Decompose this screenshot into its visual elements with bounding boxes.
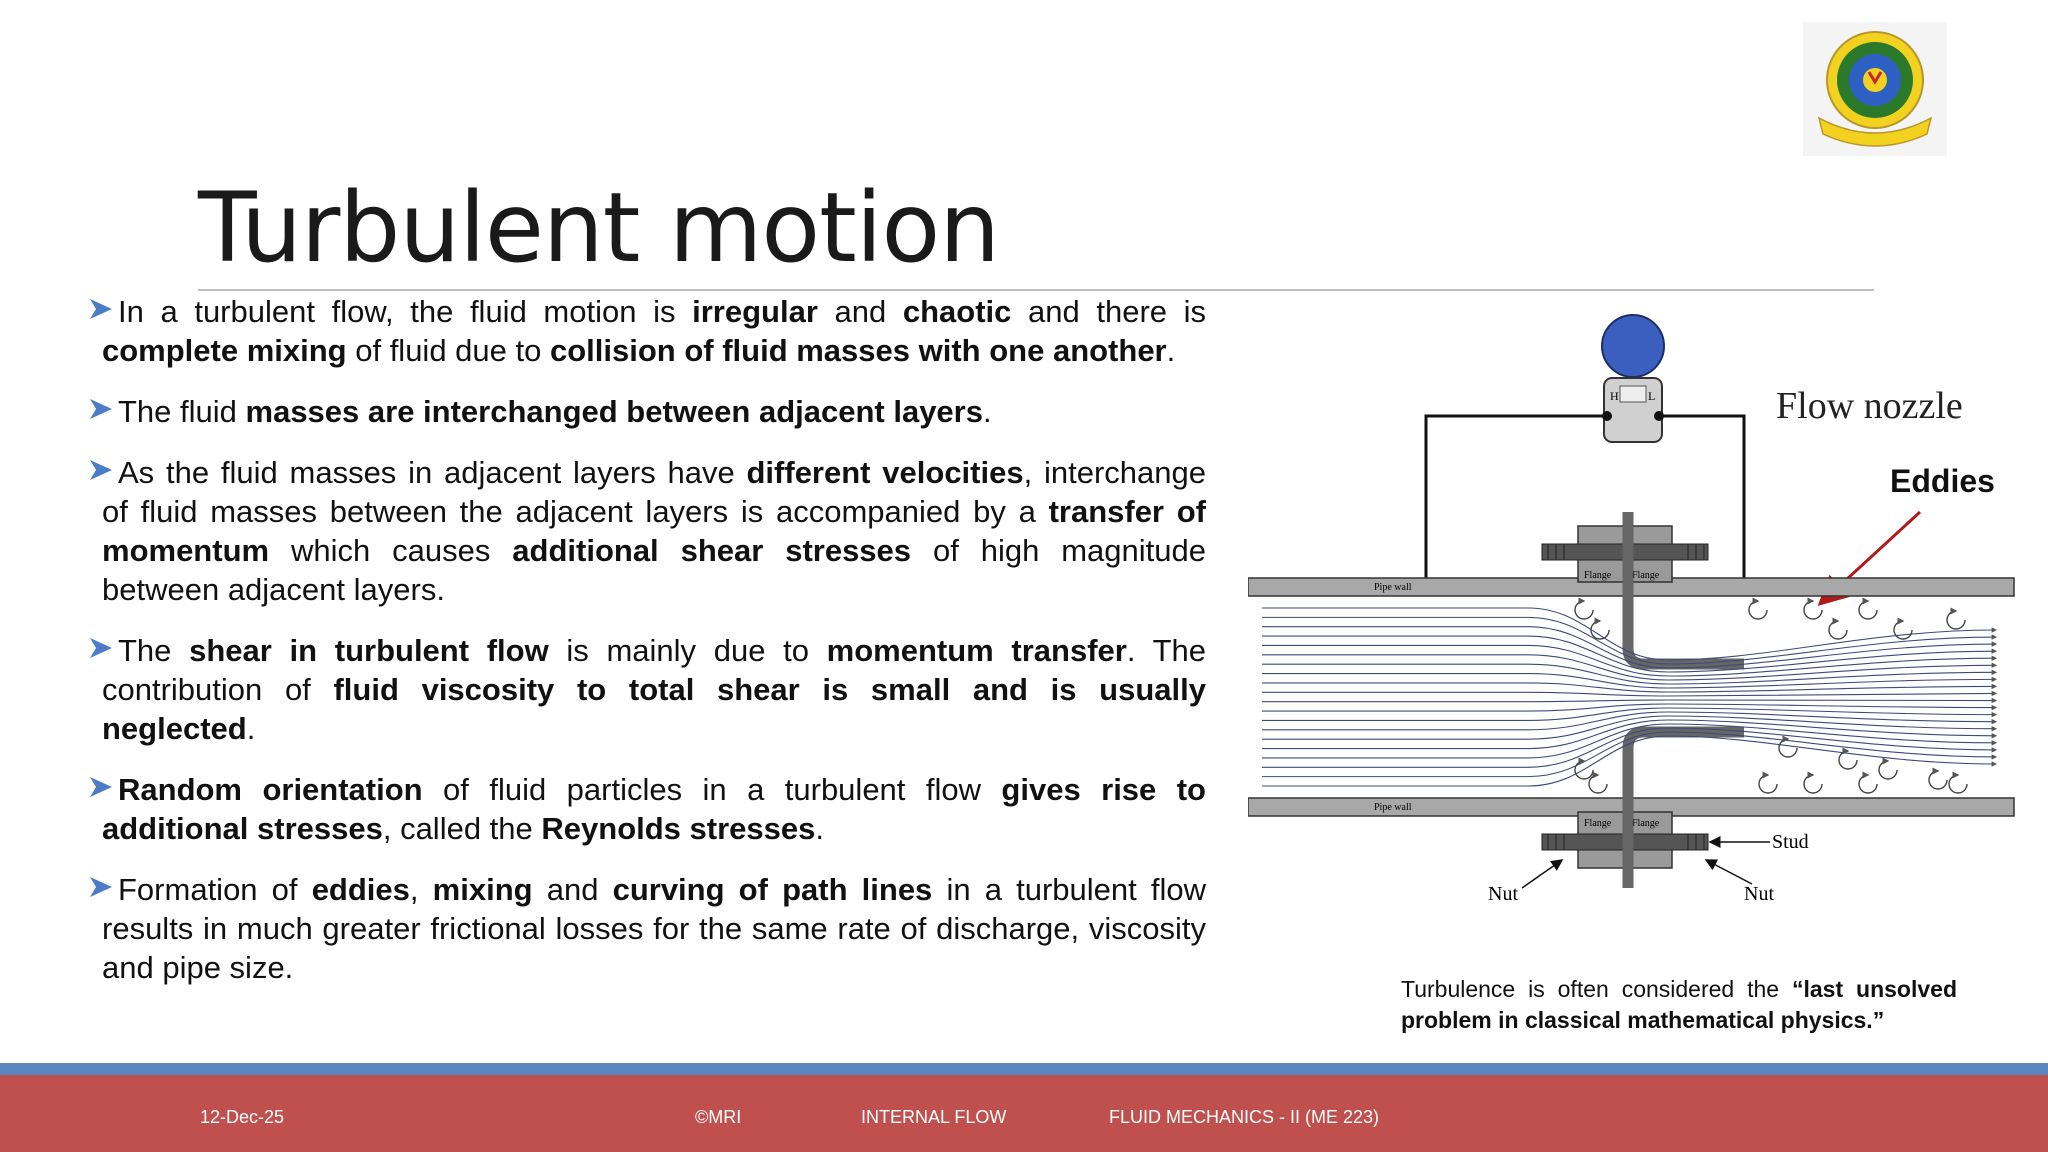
bullet-arrow-icon (88, 635, 114, 661)
nut-label-left: Nut (1488, 883, 1518, 905)
bullet-plain-text: in a turbulent flow results in much greater frictional losses for the same rate of discharge, viscosity and pipe size. (102, 872, 1207, 985)
bullet-bold-text: Random orientation (118, 772, 423, 807)
institute-emblem-icon (1803, 22, 1947, 156)
bullet-plain-text: and (532, 872, 613, 907)
eddy-swirl (1894, 621, 1912, 639)
bullet-plain-text: of fluid due to (346, 333, 550, 368)
bullet-bold-text: complete mixing (102, 333, 347, 368)
bullet-bold-text: gives rise to additional stresses (102, 772, 1206, 846)
bullet-list (88, 292, 1206, 987)
footer-date: 12-Dec-25 (200, 1107, 285, 1127)
bullet-plain-text: of high magnitude between adjacent layers. (102, 533, 1206, 607)
bullet-bold-text: mixing (432, 872, 533, 907)
bullet-item (88, 870, 1206, 987)
bullet-plain-text: , interchange of fluid masses between the adjacent layers is accompanied by a (102, 455, 1207, 529)
figure-title: Flow nozzle (1776, 385, 1963, 427)
caption-bold: “last unsolved problem in classical mathematical physics.” (1401, 976, 1957, 1033)
pressure-gauge-icon (1602, 315, 1664, 377)
eddy-swirl (1829, 621, 1847, 639)
bullet-plain-text: is mainly due to (548, 633, 827, 668)
streamline (1262, 692, 1996, 696)
eddy-swirl (1804, 601, 1822, 619)
bullet-plain-text: In a turbulent flow, the fluid motion is (118, 294, 693, 329)
bullet-text (102, 292, 1206, 370)
bullet-arrow-icon (88, 874, 114, 900)
bullet-text (102, 770, 1206, 848)
bullet-item (88, 631, 1206, 748)
bullet-plain-text: The (118, 633, 190, 668)
bullet-bold-text: fluid viscosity to total shear is small and is usually neglected (102, 672, 1206, 746)
eddies (1575, 601, 1967, 793)
bullet-plain-text: , called the (382, 811, 542, 846)
gauge-h-label: H (1610, 389, 1619, 403)
bullet-plain-text: , (409, 872, 433, 907)
slide-title: Turbulent motion (198, 172, 1000, 284)
bullet-bold-text: irregular (692, 294, 818, 329)
bullet-arrow-icon (88, 457, 114, 483)
eddy-swirl (1859, 601, 1877, 619)
bullet-plain-text: and (817, 294, 903, 329)
flange-label-top-right: Flange (1632, 570, 1660, 581)
eddy-swirl (1759, 775, 1777, 793)
nut-label-right: Nut (1744, 883, 1774, 905)
bullet-bold-text: transfer of momentum (102, 494, 1206, 568)
bullet-text (102, 392, 1206, 431)
bullet-bold-text: collision of fluid masses with one another (549, 333, 1167, 368)
bullet-bold-text: different velocities (746, 455, 1024, 490)
footer-copyright: ©MRI (695, 1107, 742, 1127)
bullet-plain-text: of fluid particles in a turbulent flow (422, 772, 1002, 807)
bullet-bold-text: Reynolds stresses (541, 811, 816, 846)
bullet-bold-text: curving of path lines (612, 872, 933, 907)
bullet-arrow-icon (88, 396, 114, 422)
streamline (1262, 700, 1996, 702)
bullet-item (88, 392, 1206, 431)
eddy-swirl (1804, 775, 1822, 793)
bullet-item (88, 770, 1206, 848)
eddy-swirl (1591, 621, 1609, 639)
footer-topic: INTERNAL FLOW (861, 1107, 1007, 1127)
title-divider (198, 289, 1874, 291)
eddy-swirl (1949, 775, 1967, 793)
eddies-label: Eddies (1890, 463, 1995, 499)
bullet-plain-text: As the fluid masses in adjacent layers have (118, 455, 747, 490)
bullet-plain-text: . (982, 394, 992, 429)
bullet-item (88, 292, 1206, 370)
pipe-wall-top-label: Pipe wall (1374, 582, 1412, 593)
flange-label-bottom-right: Flange (1632, 818, 1660, 829)
bullet-plain-text: . The contribution of (102, 633, 1207, 707)
bullet-text (102, 870, 1206, 987)
bullet-arrow-icon (88, 774, 114, 800)
bullet-plain-text: . (815, 811, 824, 846)
bullet-bold-text: chaotic (902, 294, 1012, 329)
stud-label: Stud (1772, 831, 1809, 853)
streamline (1262, 683, 1996, 692)
eddy-swirl (1947, 611, 1965, 629)
footer-bar (0, 1075, 2048, 1152)
bullet-item (88, 453, 1206, 609)
eddy-swirl (1575, 601, 1593, 619)
bullet-bold-text: eddies (311, 872, 410, 907)
eddy-swirl (1749, 601, 1767, 619)
eddy-swirl (1929, 771, 1947, 789)
flange-label-top-left: Flange (1584, 570, 1612, 581)
streamline (1262, 708, 1996, 720)
bullet-text (102, 631, 1206, 748)
gauge-l-label: L (1648, 389, 1656, 403)
flow-nozzle-diagram (1248, 308, 2020, 914)
caption-plain: Turbulence is often considered the (1401, 976, 1792, 1002)
footer-course: FLUID MECHANICS - II (ME 223) (1109, 1107, 1380, 1127)
footer-accent-bar (0, 1063, 2048, 1075)
bullet-plain-text: The fluid (118, 394, 246, 429)
bullet-plain-text: and there is (1011, 294, 1207, 329)
eddy-swirl (1589, 775, 1607, 793)
pipe-wall-bottom-label: Pipe wall (1374, 802, 1412, 813)
bullet-text (102, 453, 1206, 609)
caption (1401, 974, 1957, 1036)
flange-label-bottom-left: Flange (1584, 818, 1612, 829)
bullet-bold-text: additional shear stresses (512, 533, 912, 568)
bullet-bold-text: masses are interchanged between adjacent layers (245, 394, 983, 429)
bullet-plain-text: which causes (269, 533, 513, 568)
bullet-plain-text: . (246, 711, 256, 746)
bullet-arrow-icon (88, 296, 114, 322)
bullet-bold-text: momentum transfer (826, 633, 1127, 668)
eddy-swirl (1879, 761, 1897, 779)
bullet-plain-text: Formation of (118, 872, 312, 907)
bullet-plain-text: . (1166, 333, 1176, 368)
bullet-bold-text: shear in turbulent flow (189, 633, 549, 668)
eddy-swirl (1859, 775, 1877, 793)
